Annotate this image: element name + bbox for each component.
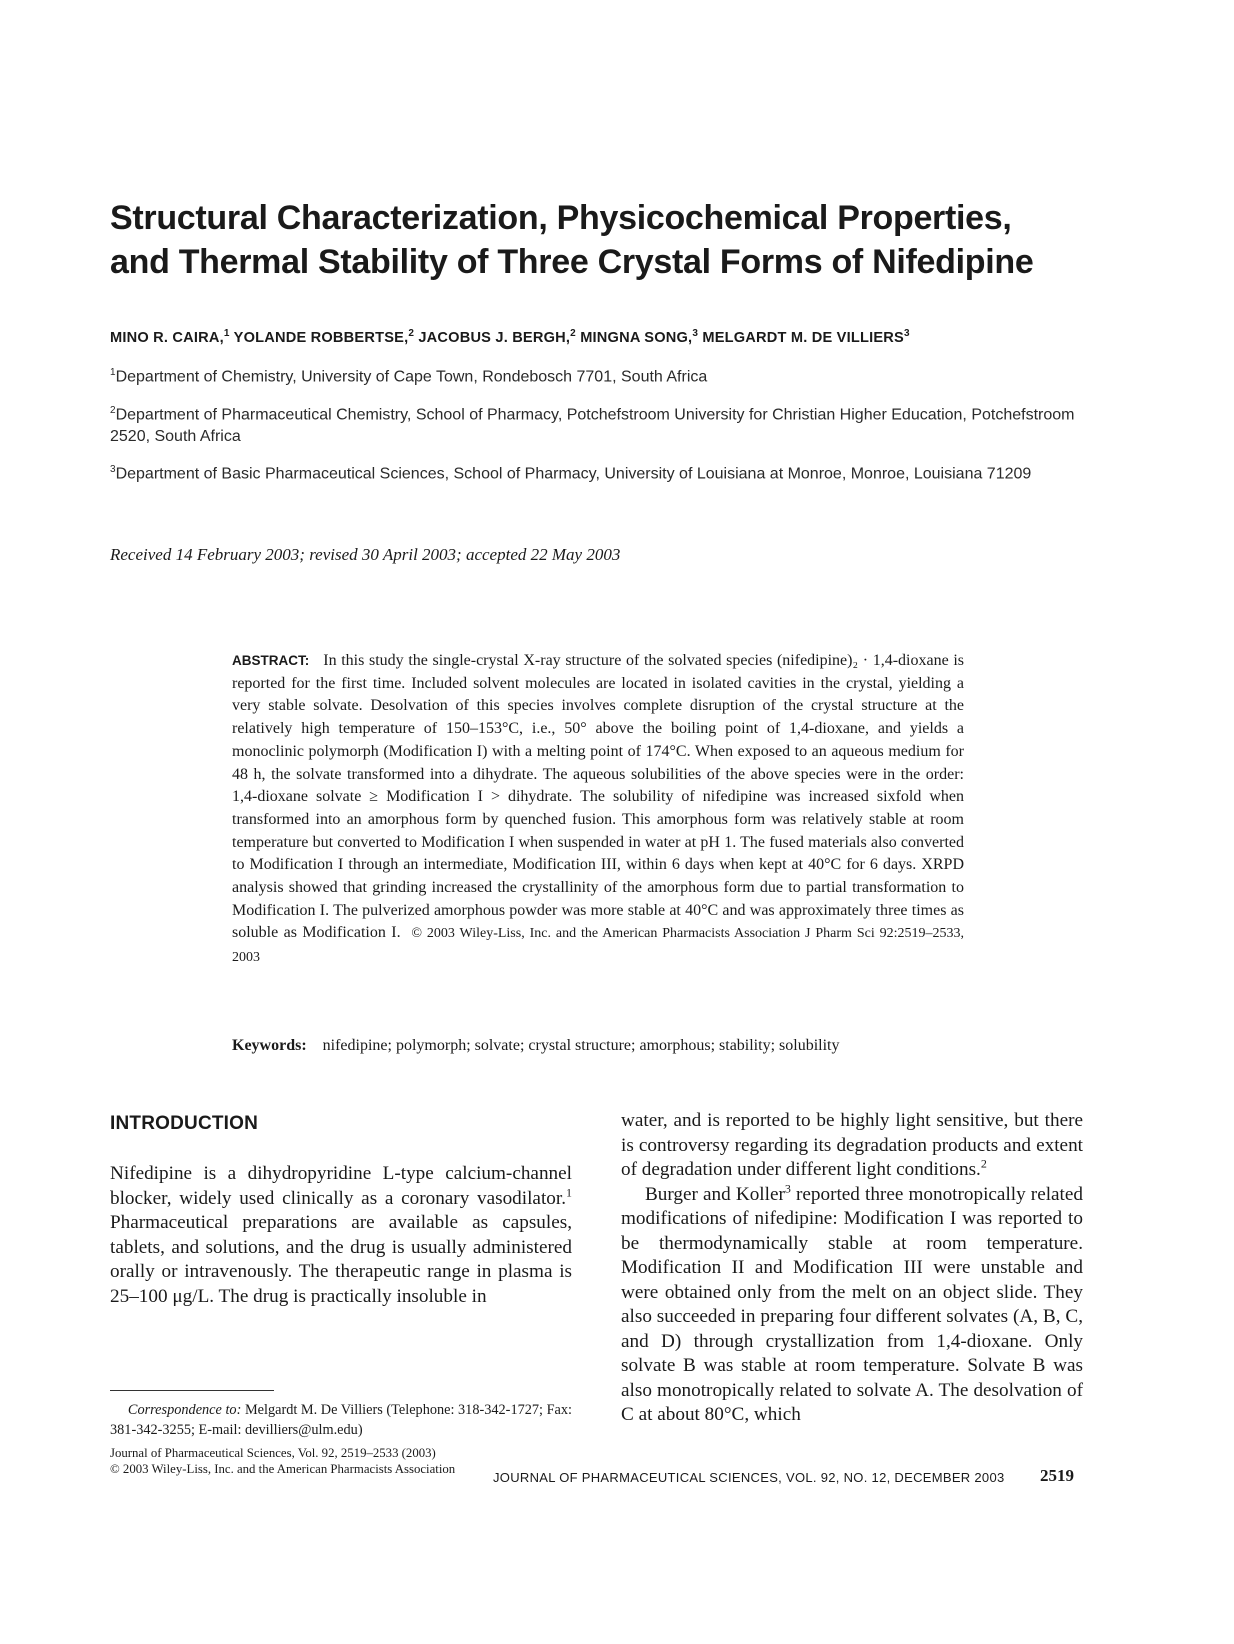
body-column-right xyxy=(621,1109,1083,1428)
paragraph xyxy=(621,1183,1083,1428)
body-text: water, and is reported to be highly light sensitive, but there is controversy regarding its degradation products and extent of degradation under different light conditions. xyxy=(621,1110,1083,1180)
received-dates: Received 14 February 2003; revised 30 April 2003; accepted 22 May 2003 xyxy=(110,545,621,564)
author-name: JACOBUS J. BERGH, xyxy=(418,329,571,346)
running-footer: JOURNAL OF PHARMACEUTICAL SCIENCES, VOL. 92, NO. 12, DECEMBER 2003 xyxy=(493,1470,1005,1485)
footnote-label: Correspondence to: xyxy=(127,1402,242,1418)
author-name: MINGNA SONG, xyxy=(580,329,693,346)
correspondence-footnote xyxy=(110,1400,572,1440)
title-line-1: Structural Characterization, Physicochemical Properties, xyxy=(110,199,1012,237)
abstract-copyright: © 2003 Wiley-Liss, Inc. and the American Pharmacists Association J Pharm Sci 92:2519–2533, 2003 xyxy=(232,926,964,966)
author-affiliation-mark: 2 xyxy=(570,328,576,339)
body-text: Pharmaceutical preparations are available as capsules, tablets, and solutions, and the drug is usually administered orally or intravenously. The therapeutic range in plasma is 25–100 μg/L. The drug is practically insoluble in xyxy=(110,1212,572,1307)
article-title xyxy=(110,196,1150,284)
affiliation-2 xyxy=(110,400,1110,448)
body-column-left xyxy=(110,1162,572,1309)
affiliation-1 xyxy=(110,362,1110,388)
author-affiliation-mark: 3 xyxy=(903,328,910,339)
paragraph xyxy=(621,1109,1083,1183)
author-affiliation-mark: 1 xyxy=(223,328,230,339)
abstract-text: In this study the single-crystal X-ray structure of the solvated species (nifedipine)₂ · 1,4-dioxane is reported for the first time. Included solvent molecules are located in isolated cavities in the crystal, yielding a very stable solvate. Desolvation of this species involves complete disruption of the crystal structure at the relatively high temperature of 150–153°C, i.e., 50° above the boiling point of 1,4-dioxane, and yields a monoclinic polymorph (Modification I) with a melting point of 174°C. When exposed to an aqueous medium for 48 h, the solvate transformed into a dihydrate. The aqueous solubilities of the above species were in the order: 1,4-dioxane solvate ≥ Modification I > dihydrate. The solubility of nifedipine was increased sixfold when transformed into an amorphous form by quenched fusion. This amorphous form was relatively stable at room temperature but converted to Modification I when suspended in water at pH 1. The fused materials also converted to Modification I through an intermediate, Modification III, within 6 days when kept at 40°C for 6 days. XRPD analysis showed that grinding increased the crystallinity of the amorphous form due to partial transformation to Modification I. The pulverized amorphous powder was more stable at 40°C and was approximately three times as soluble as Modification I. xyxy=(232,652,964,942)
author-name: MELGARDT M. DE VILLIERS xyxy=(702,329,904,346)
abstract-label: ABSTRACT: xyxy=(232,653,310,668)
author-list xyxy=(110,328,910,346)
footnote-divider xyxy=(110,1390,274,1391)
page-number: 2519 xyxy=(1040,1466,1074,1485)
affiliation-3 xyxy=(110,459,1110,485)
citation-ref[interactable]: 2 xyxy=(980,1156,987,1171)
citation-ref[interactable]: 3 xyxy=(784,1181,791,1196)
affiliation-number: 2 xyxy=(110,405,116,416)
author-name: YOLANDE ROBBERTSE, xyxy=(233,329,409,346)
author-affiliation-mark: 2 xyxy=(408,328,415,339)
keywords-text: nifedipine; polymorph; solvate; crystal structure; amorphous; stability; solubility xyxy=(322,1037,840,1054)
keywords-label: Keywords: xyxy=(232,1037,307,1054)
affiliation-text: Department of Pharmaceutical Chemistry, School of Pharmacy, Potchefstroom University for Christian Higher Education, Potchefstroom 2520, South Africa xyxy=(110,406,1075,446)
abstract xyxy=(232,650,964,970)
citation-ref[interactable]: 1 xyxy=(566,1185,572,1200)
author-affiliation-mark: 3 xyxy=(692,328,699,339)
author-name: MINO R. CAIRA, xyxy=(110,329,224,346)
body-text: Burger and Koller xyxy=(645,1183,785,1205)
journal-copyright: © 2003 Wiley-Liss, Inc. and the American Pharmacists Association xyxy=(110,1462,456,1476)
body-text: reported three monotropically related modifications of nifedipine: Modification I was reported to be thermodynamically stable at room temperature. Modification II and Modification III were unstable and were obtained only from the melt on an object slide. They also succeeded in preparing four different solvates (A, B, C, and D) through crystallization from 1,4-dioxane. Only solvate B was stable at room temperature. Solvate B was also monotropically related to solvate A. The desolvation of C at about 80°C, which xyxy=(621,1183,1084,1425)
title-line-2: and Thermal Stability of Three Crystal Forms of Nifedipine xyxy=(110,243,1034,281)
keywords xyxy=(232,1035,964,1058)
footnote-text: Melgardt M. De Villiers (Telephone: 318-342-1727; Fax: 381-342-3255; E-mail: devilliers@ulm.edu) xyxy=(110,1402,573,1438)
section-heading-introduction: INTRODUCTION xyxy=(110,1113,259,1134)
affiliation-text: Department of Chemistry, University of Cape Town, Rondebosch 7701, South Africa xyxy=(115,368,708,386)
affiliation-number: 1 xyxy=(110,367,116,378)
journal-citation: Journal of Pharmaceutical Sciences, Vol. 92, 2519–2533 (2003) xyxy=(110,1446,436,1460)
affiliation-text: Department of Basic Pharmaceutical Sciences, School of Pharmacy, University of Louisiana at Monroe, Monroe, Louisiana 71209 xyxy=(115,465,1032,483)
affiliation-number: 3 xyxy=(110,464,116,475)
body-text: Nifedipine is a dihydropyridine L-type calcium-channel blocker, widely used clinically as a coronary vasodilator. xyxy=(110,1163,572,1209)
